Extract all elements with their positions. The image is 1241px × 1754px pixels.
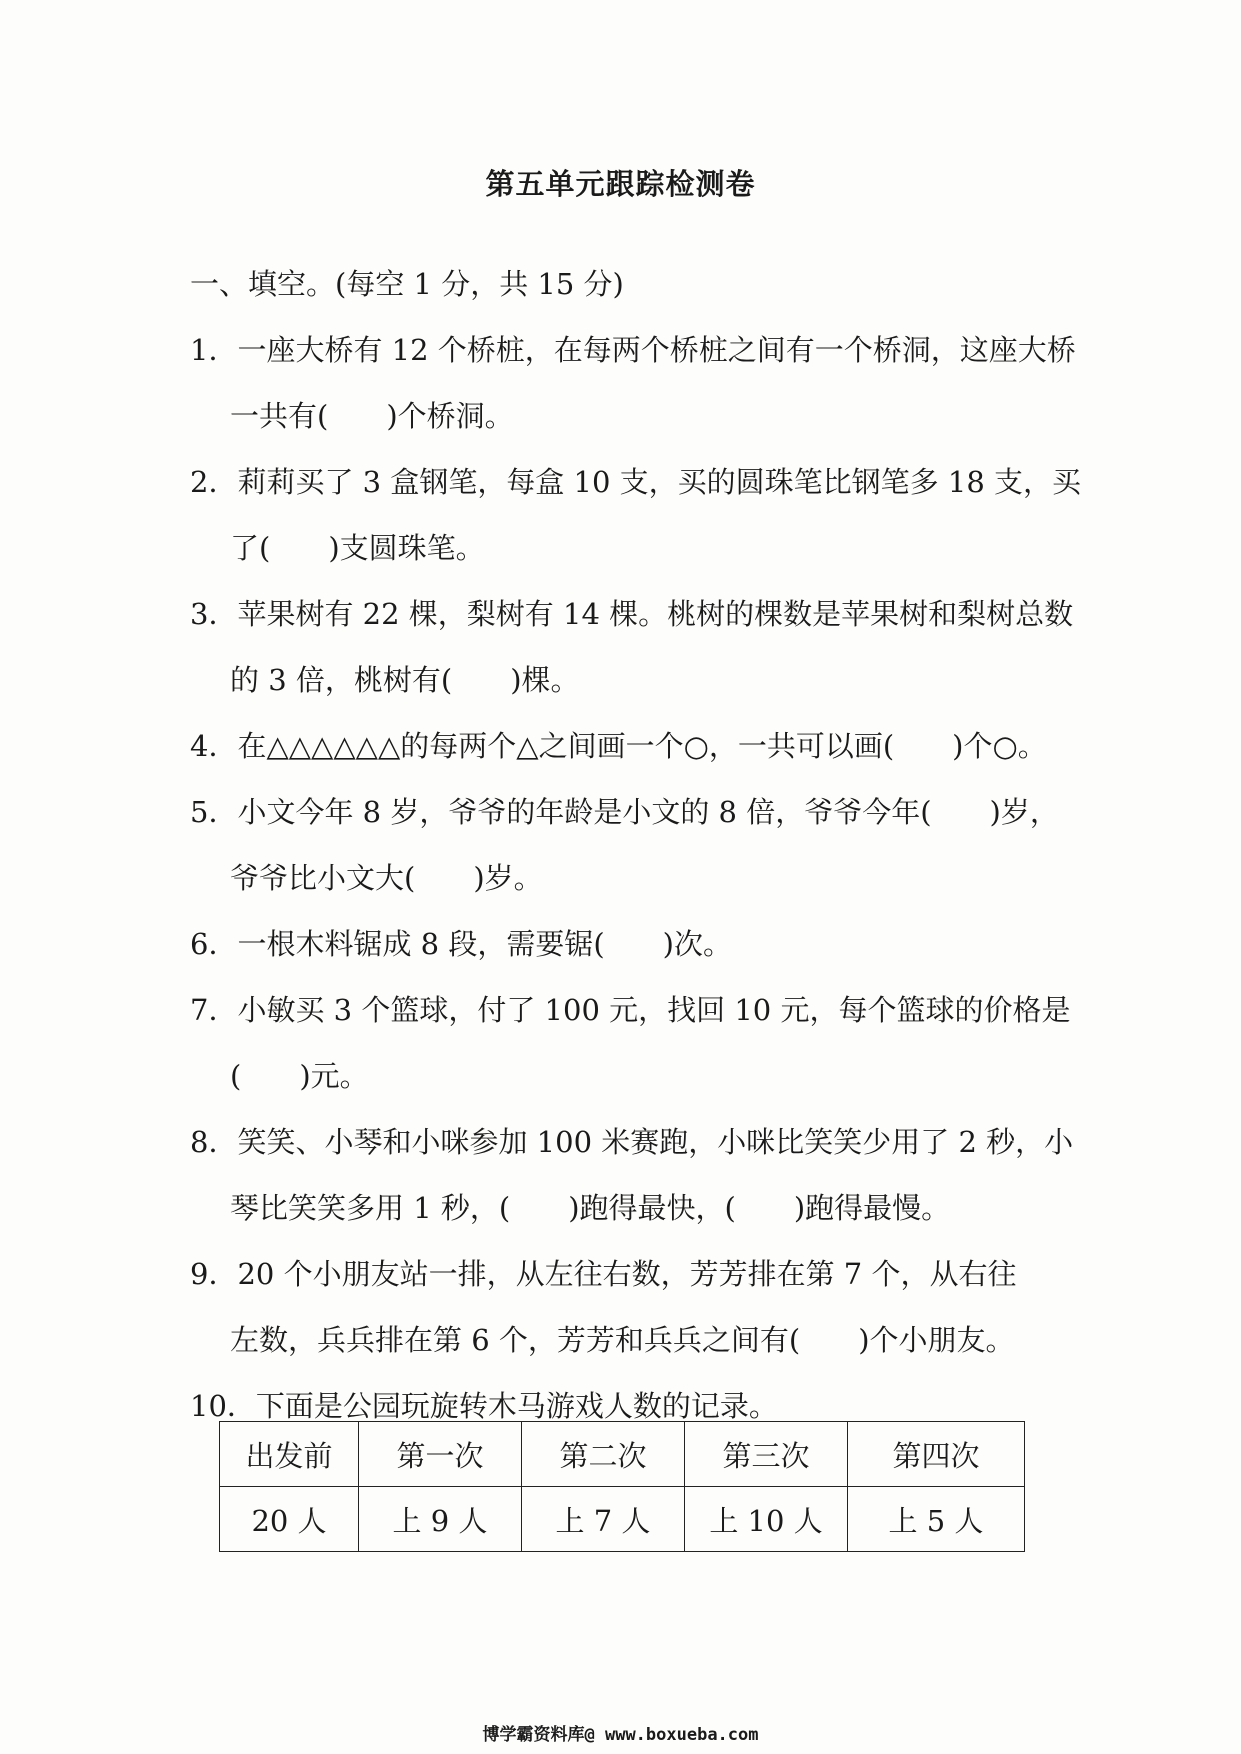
table-cell: 上 5 人 (848, 1487, 1025, 1552)
section-heading: 一、填空。(每空 1 分，共 15 分) (190, 267, 624, 301)
table-header-cell: 第三次 (685, 1422, 848, 1487)
question-2-line-2: 了( )支圆珠笔。 (230, 531, 485, 565)
table-cell: 上 7 人 (522, 1487, 685, 1552)
question-9-line-1: 9．20 个小朋友站一排，从左往右数，芳芳排在第 7 个，从右往 (190, 1257, 1017, 1291)
table-header-cell: 第四次 (848, 1422, 1025, 1487)
table-cell: 上 10 人 (685, 1487, 848, 1552)
question-9-line-2: 左数，兵兵排在第 6 个，芳芳和兵兵之间有( )个小朋友。 (230, 1323, 1015, 1357)
page-title: 第五单元跟踪检测卷 (485, 167, 756, 201)
question-10-line-1: 10．下面是公园玩旋转木马游戏人数的记录。 (190, 1389, 778, 1423)
question-2-line-1: 2．莉莉买了 3 盒钢笔，每盒 10 支，买的圆珠笔比钢笔多 18 支，买 (190, 465, 1082, 499)
question-8-line-1: 8．笑笑、小琴和小咪参加 100 米赛跑，小咪比笑笑少用了 2 秒，小 (190, 1125, 1074, 1159)
question-7-line-1: 7．小敏买 3 个篮球，付了 100 元，找回 10 元，每个篮球的价格是 (190, 993, 1071, 1027)
question-5-line-1: 5．小文今年 8 岁，爷爷的年龄是小文的 8 倍，爷爷今年( )岁， (190, 795, 1059, 829)
table-header-row (220, 1422, 1025, 1487)
table-header-cell: 出发前 (220, 1422, 359, 1487)
ride-record-table (219, 1421, 1025, 1552)
table-cell: 20 人 (220, 1487, 359, 1552)
question-5-line-2: 爷爷比小文大( )岁。 (230, 861, 543, 895)
footer-watermark: 博学霸资料库@ www.boxueba.com (482, 1725, 759, 1745)
question-1-line-2: 一共有( )个桥洞。 (230, 399, 514, 433)
table-header-cell: 第二次 (522, 1422, 685, 1487)
table-header-cell: 第一次 (359, 1422, 522, 1487)
question-4-line-1: 4．在△△△△△△的每两个△之间画一个○，一共可以画( )个○。 (190, 729, 1047, 763)
question-3-line-1: 3．苹果树有 22 棵，梨树有 14 棵。桃树的棵数是苹果树和梨树总数 (190, 597, 1074, 631)
question-3-line-2: 的 3 倍，桃树有( )棵。 (230, 663, 580, 697)
question-8-line-2: 琴比笑笑多用 1 秒，( )跑得最快，( )跑得最慢。 (230, 1191, 951, 1225)
question-1-line-1: 1．一座大桥有 12 个桥桩，在每两个桥桩之间有一个桥洞，这座大桥 (190, 333, 1076, 367)
question-6-line-1: 6．一根木料锯成 8 段，需要锯( )次。 (190, 927, 732, 961)
table-cell: 上 9 人 (359, 1487, 522, 1552)
question-7-line-2: ( )元。 (230, 1059, 369, 1093)
table-row (220, 1487, 1025, 1552)
